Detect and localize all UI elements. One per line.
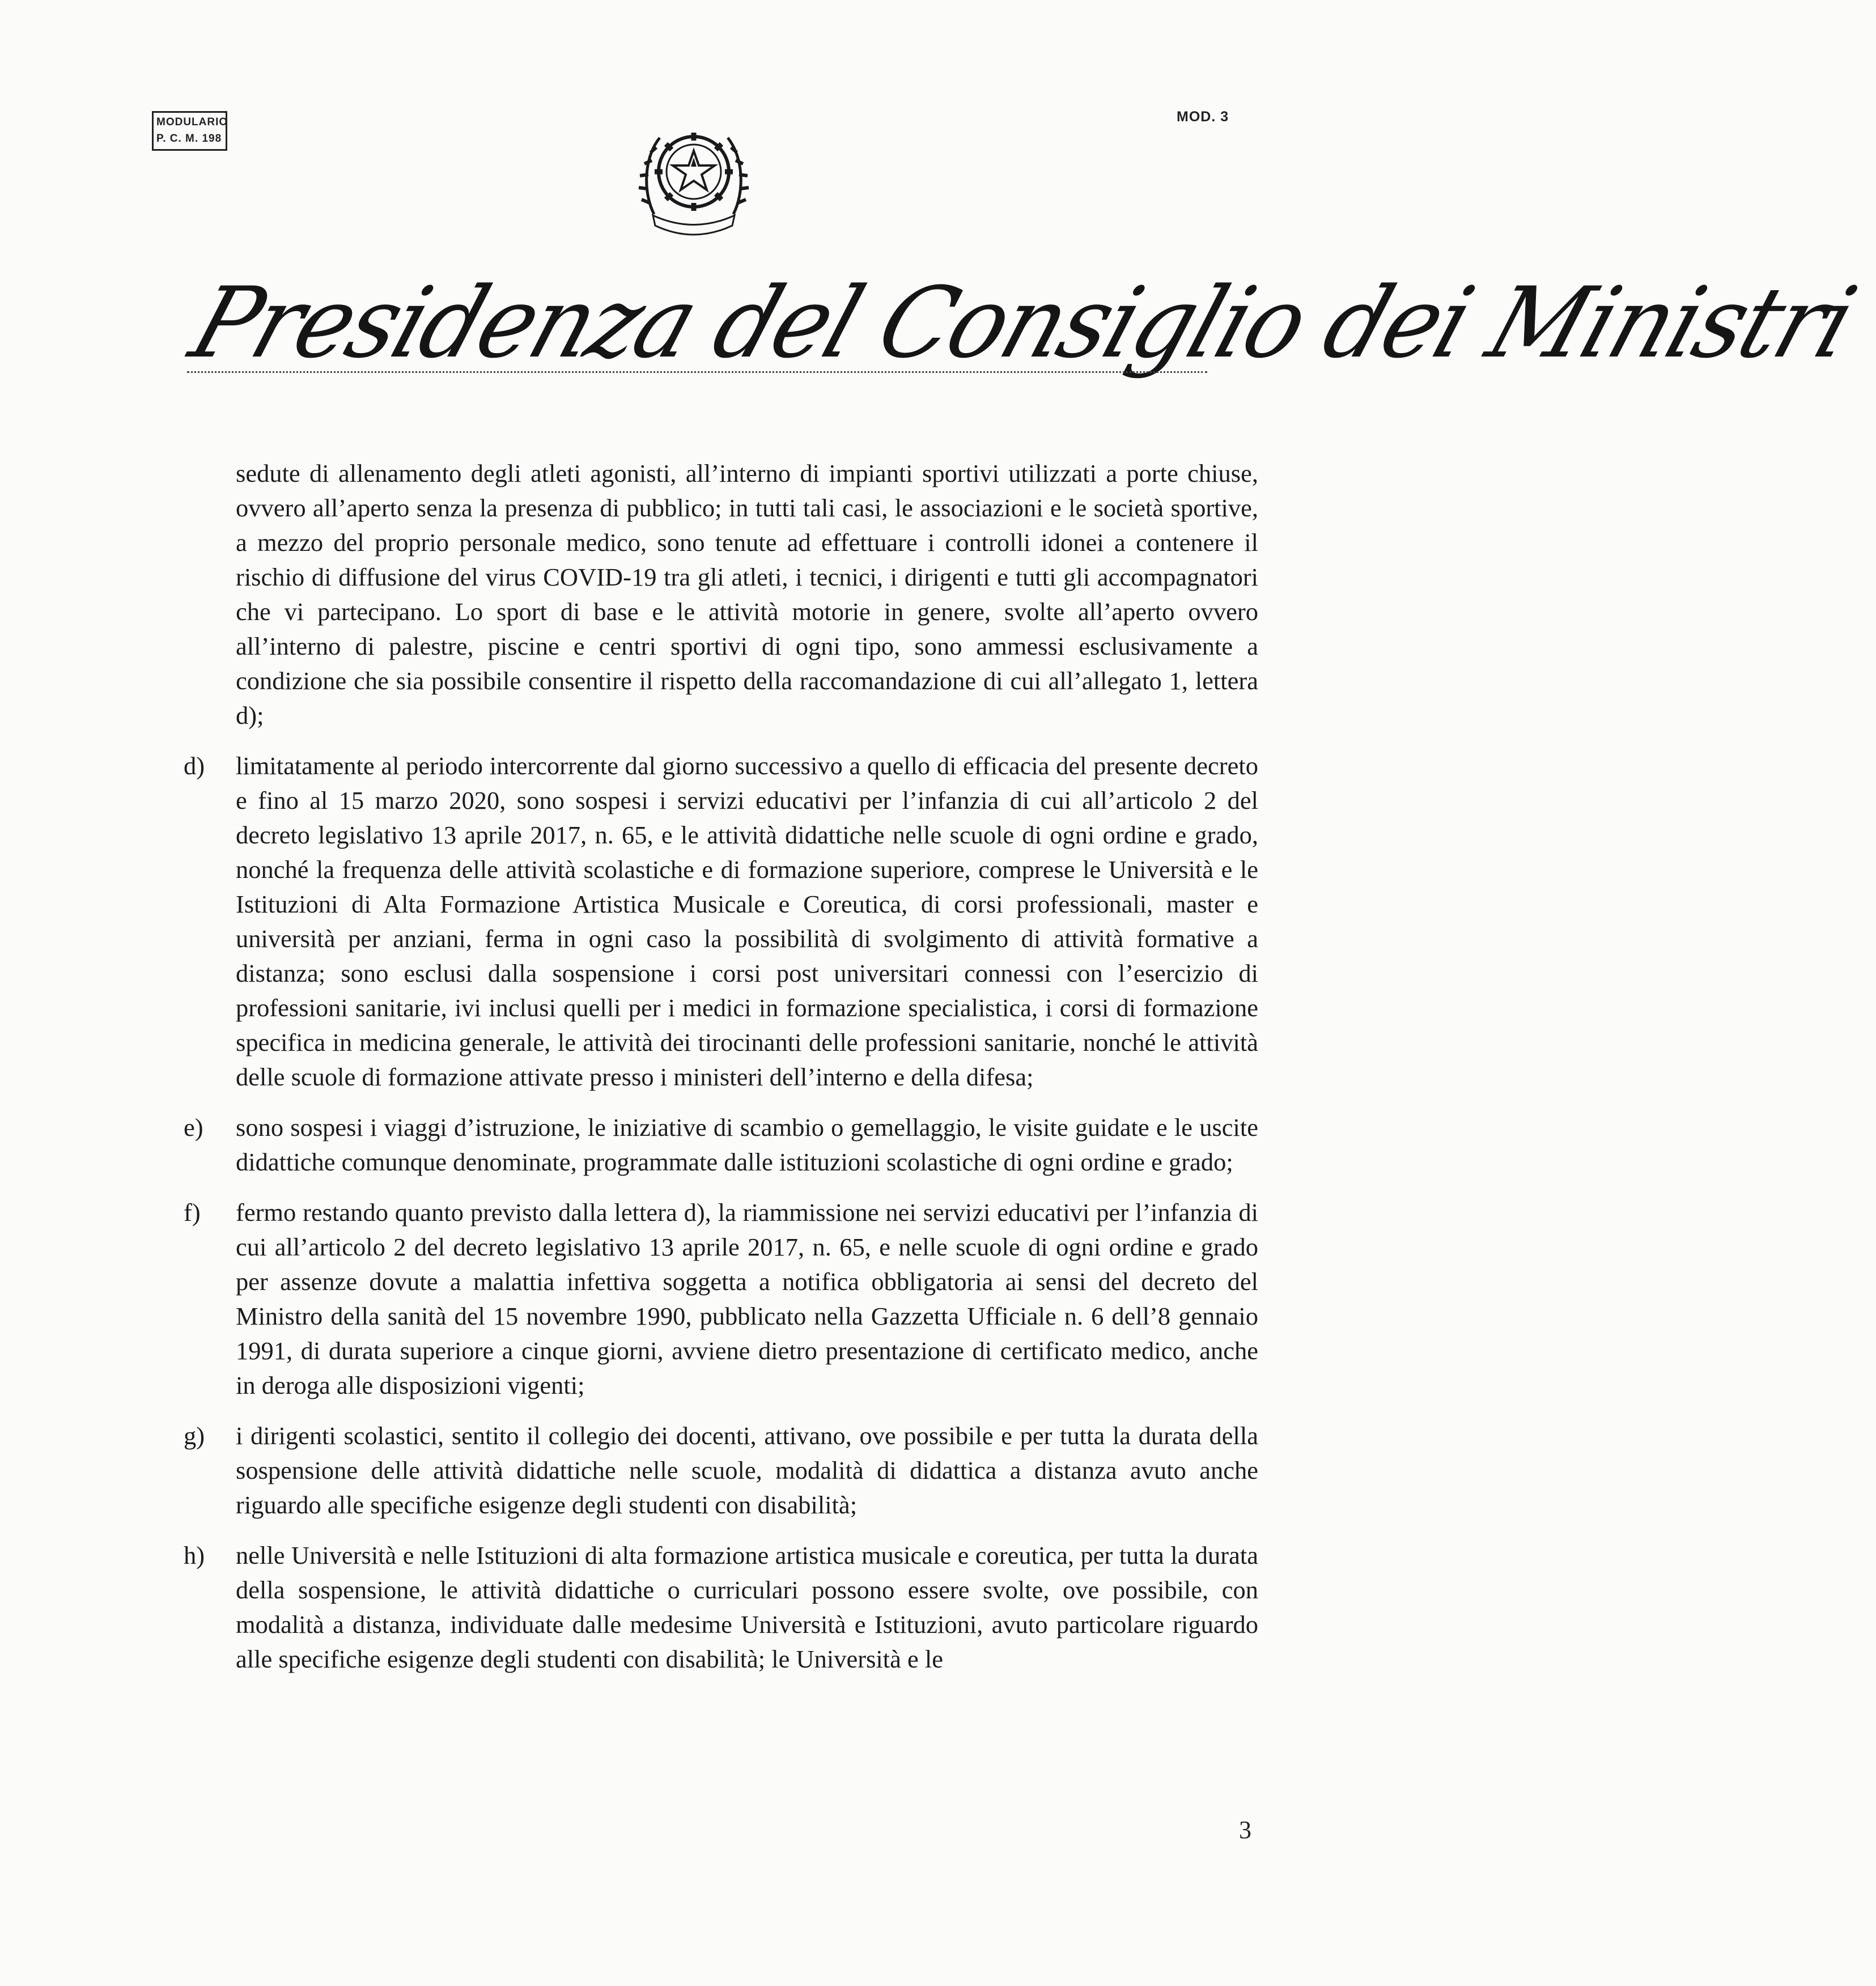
list-item-text: i dirigenti scolastici, sentito il collegio dei docenti, attivano, ove possibile e per tutta la durata della sospensione delle attività didattiche nelle scuole, modalità di didattica a distanza avuto anche riguardo alle specifiche esigenze degli studenti con disabilità; (236, 1421, 1258, 1519)
list-item-e (184, 1110, 1258, 1179)
list-item-marker: d) (184, 752, 205, 780)
list-item-text: fermo restando quanto previsto dalla lettera d), la riammissione nei servizi educativi per l’infanzia di cui all’articolo 2 del decreto legislativo 13 aprile 2017, n. 65, e nelle scuole di ogni ordine e grado per assenze dovute a malattia infettiva soggetta a notifica obbligatoria ai sensi del decreto del Ministro della sanità del 15 novembre 1990, pubblicato nella Gazzetta Ufficiale n. 6 dell’8 gennaio 1991, di durata superiore a cinque giorni, avviene dietro presentazione di certificato medico, anche in deroga alle disposizioni vigenti; (236, 1198, 1258, 1399)
italian-republic-emblem-icon (637, 118, 750, 237)
list-item-text: sono sospesi i viaggi d’istruzione, le iniziative di scambio o gemellaggio, le visite guidate e le uscite didattiche comunque denominate, programmate dalle istituzioni scolastiche di ogni ordine e grado; (236, 1113, 1258, 1176)
list-item-g (184, 1419, 1258, 1522)
modulario-stamp (152, 111, 227, 151)
modulario-line-2: P. C. M. 198 (156, 133, 222, 145)
list-item-d (184, 749, 1258, 1094)
list-item-text: nelle Università e nelle Istituzioni di alta formazione artistica musicale e coreutica, per tutta la durata della sospensione, le attività didattiche o curriculari possono essere svolte, ove possibile, con modalità a distanza, individuate dalle medesime Università e Istituzioni, avuto particolare riguardo alle specifiche esigenze degli studenti con disabilità; le Università e le (236, 1541, 1258, 1673)
mod-label: MOD. 3 (1177, 109, 1229, 125)
letterhead-title: Presidenza del Consiglio dei Ministri (178, 266, 1867, 380)
list-item-h (184, 1538, 1258, 1677)
modulario-line-1: MODULARIO (156, 116, 228, 128)
intro-paragraph: sedute di allenamento degli atleti agonisti, all’interno di impianti sportivi utilizzati a porte chiuse, ovvero all’aperto senza la presenza di pubblico; in tutti tali casi, le associazioni e le società sportive, a mezzo del proprio personale medico, sono tenute ad effettuare i controlli idonei a contenere il rischio di diffusione del virus COVID-19 tra gli atleti, i tecnici, i dirigenti e tutti gli accompagnatori che vi partecipano. Lo sport di base e le attività motorie in genere, svolte all’aperto ovvero all’interno di palestre, piscine e centri sportivi di ogni tipo, sono ammessi esclusivamente a condizione che sia possibile consentire il rispetto della raccomandazione di cui all’allegato 1, lettera d); (236, 459, 1258, 729)
list-item-f (184, 1195, 1258, 1403)
page-number: 3 (1239, 1816, 1251, 1844)
list-item-marker: h) (184, 1541, 205, 1569)
list-item-marker: e) (184, 1113, 203, 1141)
list-item-marker: f) (184, 1198, 201, 1227)
document-body (184, 456, 1258, 1692)
list-item-text: limitatamente al periodo intercorrente dal giorno successivo a quello di efficacia del presente decreto e fino al 15 marzo 2020, sono sospesi i servizi educativi per l’infanzia di cui all’articolo 2 del decreto legislativo 13 aprile 2017, n. 65, e le attività didattiche nelle scuole di ogni ordine e grado, nonché la frequenza delle attività scolastiche e di formazione superiore, comprese le Università e le Istituzioni di Alta Formazione Artistica Musicale e Coreutica, di corsi professionali, master e università per anziani, ferma in ogni caso la possibilità di svolgimento di attività formative a distanza; sono esclusi dalla sospensione i corsi post universitari connessi con l’esercizio di professioni sanitarie, ivi inclusi quelli per i medici in formazione specialistica, i corsi di formazione specifica in medicina generale, le attività dei tirocinanti delle professioni sanitarie, nonché le attività delle scuole di formazione attivate presso i ministeri dell’interno e della difesa; (236, 752, 1258, 1091)
letterhead-rule (187, 371, 1207, 375)
list-item-marker: g) (184, 1421, 205, 1450)
